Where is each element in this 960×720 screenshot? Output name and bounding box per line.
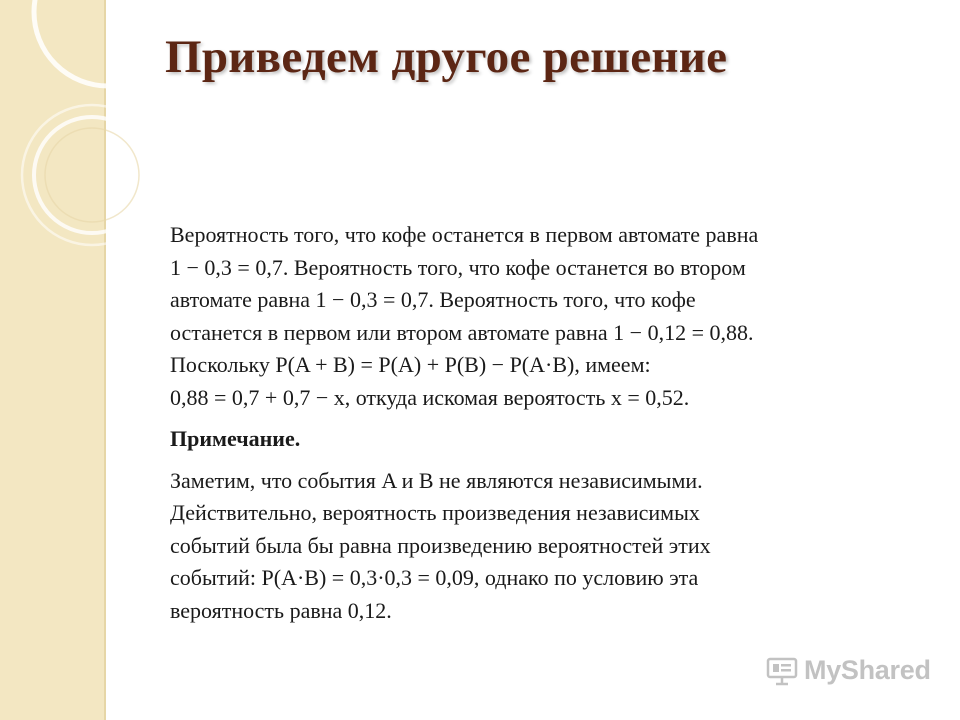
text-line: событий: P(A·B) = 0,3·0,3 = 0,09, однако по условию эта (170, 565, 699, 590)
text-line: останется в первом или втором автомате равна 1 − 0,12 = 0,88. (170, 319, 754, 345)
slide-body (170, 219, 910, 636)
text-line: вероятность равна 0,12. (170, 597, 392, 623)
text-line: Действительно, вероятность произведения независимых (170, 500, 700, 525)
text-line: Поскольку P(A + B) = P(A) + P(B) − P(A·B), имеем: (170, 352, 651, 377)
presentation-screen-icon (766, 656, 798, 686)
note-paragraph (170, 465, 910, 628)
text-line: Вероятность того, что кофе останется в первом автомате равна (170, 222, 759, 247)
text-line: автомате равна 1 − 0,3 = 0,7. Вероятность того, что кофе (170, 287, 696, 312)
text-line: Заметим, что события A и B не являются независимыми. (170, 467, 703, 493)
watermark-text: MyShared (804, 655, 931, 685)
side-divider (104, 0, 106, 720)
side-band (0, 0, 104, 720)
note-heading: Примечание. (170, 426, 301, 451)
solution-paragraph (170, 219, 910, 414)
text-line: событий была бы равна произведению вероятностей этих (170, 532, 711, 558)
slide-title: Приведем другое решение (165, 31, 728, 83)
text-line: 1 − 0,3 = 0,7. Вероятность того, что кофе останется во втором (170, 254, 746, 280)
myshared-watermark (766, 655, 931, 686)
text-line: 0,88 = 0,7 + 0,7 − x, откуда искомая вероятость x = 0,52. (170, 384, 690, 410)
